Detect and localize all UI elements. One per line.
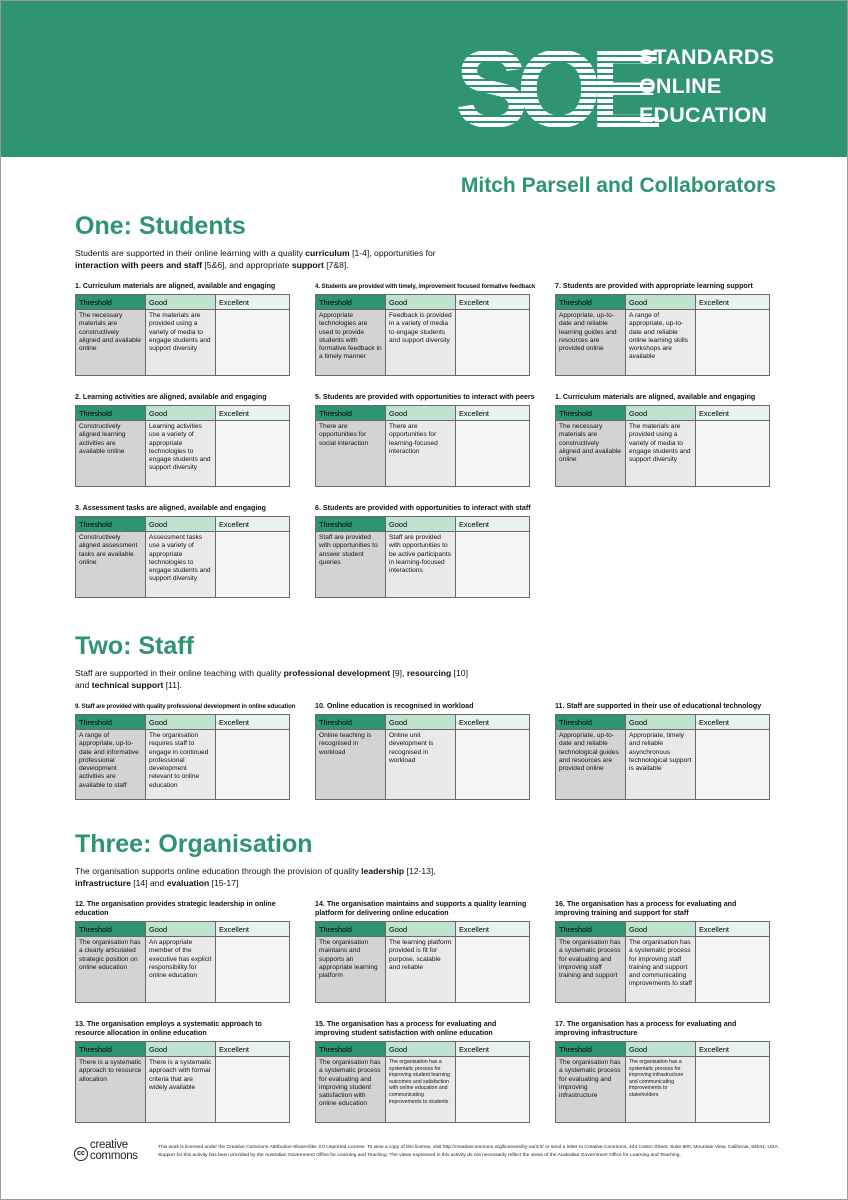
- rubric-card: [75, 900, 289, 1003]
- threshold-cell: The organisation has a clearly articulated strategic position on online education: [76, 937, 146, 1003]
- rubric-card: [555, 900, 769, 1003]
- good-header: Good: [386, 1042, 456, 1057]
- threshold-cell: Staff are provided with opportunities to answer student queries: [316, 532, 386, 598]
- good-cell: Learning activities use a variety of appropriate technologies to engage students and support diversity: [146, 421, 216, 487]
- rubric-table: [75, 714, 290, 800]
- rubric-card: [75, 702, 296, 800]
- rubric-card: [555, 1020, 769, 1123]
- good-cell: Online unit development is recognised in workload: [386, 730, 456, 800]
- good-cell: The learning platform provided is fit for purpose, scalable and reliable: [386, 937, 456, 1003]
- logo-wordmark: [639, 43, 774, 130]
- good-header: Good: [626, 922, 696, 937]
- threshold-header: Threshold: [556, 922, 626, 937]
- section-title-organisation: Three: Organisation: [75, 830, 313, 858]
- cc-icon: cc: [74, 1147, 88, 1161]
- threshold-cell: Constructively aligned assessment tasks are available online: [76, 532, 146, 598]
- rubric-title: 14. The organisation maintains and supports a quality learning platform for delivering online education: [315, 900, 527, 917]
- excellent-header: Excellent: [456, 406, 530, 421]
- excellent-header: Excellent: [456, 1042, 530, 1057]
- rubric-title: 2. Learning activities are aligned, available and engaging: [75, 393, 267, 401]
- license-text: [158, 1144, 778, 1160]
- cc-wordmark: creative commons: [90, 1139, 138, 1162]
- rubric-table: [315, 921, 530, 1003]
- excellent-cell: [456, 532, 530, 598]
- section-title-staff: Two: Staff: [75, 632, 194, 660]
- good-header: Good: [146, 517, 216, 532]
- threshold-cell: A range of appropriate, up-to-date and informative professional development activities are available to staff: [76, 730, 146, 800]
- rubric-table: [315, 714, 530, 800]
- excellent-header: Excellent: [216, 1042, 290, 1057]
- rubric-table: [75, 294, 290, 376]
- excellent-cell: [456, 1057, 530, 1123]
- rubric-card: [555, 282, 769, 376]
- good-cell: The organisation has a systematic process for improving staff training and support and communicating improvements to staff: [626, 937, 696, 1003]
- rubric-title: 9. Staff are provided with quality professional development in online education: [75, 703, 296, 710]
- threshold-cell: The organisation has a systematic process for evaluating and improving student satisfaction with online education: [316, 1057, 386, 1123]
- rubric-table: [555, 1041, 770, 1123]
- good-header: Good: [386, 715, 456, 730]
- threshold-header: Threshold: [76, 295, 146, 310]
- good-cell: Staff are provided with opportunities to be active participants in learning-focused interactions: [386, 532, 456, 598]
- threshold-cell: There are opportunities for social interaction: [316, 421, 386, 487]
- good-header: Good: [626, 715, 696, 730]
- footer: [74, 1139, 779, 1170]
- good-cell: The materials are provided using a variety of media to engage students and support diversity: [146, 310, 216, 376]
- excellent-cell: [696, 937, 770, 1003]
- support-line: Support for this activity has been provided by the Australian Government Office for Learning and Teaching. The views expressed in this activity do not necessarily reflect the views of the Australian Government Office for Learning and Teaching.: [158, 1153, 681, 1158]
- excellent-header: Excellent: [456, 715, 530, 730]
- threshold-cell: The necessary materials are constructively aligned and available online: [556, 421, 626, 487]
- rubric-title: 17. The organisation has a process for evaluating and improving infrastructure: [555, 1020, 737, 1037]
- good-cell: There are opportunities for learning-focused interaction: [386, 421, 456, 487]
- excellent-header: Excellent: [456, 517, 530, 532]
- excellent-header: Excellent: [456, 922, 530, 937]
- threshold-cell: Constructively aligned learning activities are available online: [76, 421, 146, 487]
- excellent-cell: [696, 310, 770, 376]
- good-header: Good: [146, 295, 216, 310]
- good-header: Good: [386, 517, 456, 532]
- rubric-table: [315, 294, 530, 376]
- rubric-card: [75, 393, 289, 487]
- excellent-cell: [696, 1057, 770, 1123]
- excellent-cell: [216, 532, 290, 598]
- excellent-cell: [456, 730, 530, 800]
- excellent-cell: [216, 310, 290, 376]
- rubric-card: [315, 1020, 529, 1123]
- rubric-card: [555, 702, 769, 800]
- threshold-header: Threshold: [556, 406, 626, 421]
- excellent-header: Excellent: [216, 406, 290, 421]
- excellent-header: Excellent: [216, 295, 290, 310]
- rubric-title: 12. The organisation provides strategic leadership in online education: [75, 900, 276, 917]
- excellent-cell: [456, 310, 530, 376]
- threshold-cell: The organisation has a systematic process for evaluating and improving staff training and support: [556, 937, 626, 1003]
- good-header: Good: [626, 406, 696, 421]
- excellent-cell: [216, 730, 290, 800]
- excellent-header: Excellent: [696, 715, 770, 730]
- excellent-cell: [216, 937, 290, 1003]
- threshold-header: Threshold: [316, 922, 386, 937]
- threshold-cell: The necessary materials are constructively aligned and available online: [76, 310, 146, 376]
- threshold-header: Threshold: [76, 715, 146, 730]
- license-line: This work is licensed under the Creative Commons Attribution-ShareAlike 3.0 Unported License. To view a copy of this license, visit http://creativecommons.org/licenses/by-sa/3.0/ or send a letter to Creative Commons, 444 Castro Street, Suite 900, Mountain View, California, 94041, USA.: [158, 1145, 779, 1150]
- good-cell: There is a systematic approach with formal criteria that are widely available: [146, 1057, 216, 1123]
- rubric-table: [75, 405, 290, 487]
- excellent-cell: [696, 730, 770, 800]
- rubric-title: 6. Students are provided with opportunities to interact with staff: [315, 504, 531, 512]
- threshold-cell: The organisation maintains and supports an appropriate learning platform: [316, 937, 386, 1003]
- excellent-cell: [456, 421, 530, 487]
- excellent-header: Excellent: [216, 922, 290, 937]
- rubric-table: [555, 714, 770, 800]
- excellent-header: Excellent: [696, 922, 770, 937]
- excellent-cell: [216, 1057, 290, 1123]
- excellent-header: Excellent: [696, 1042, 770, 1057]
- rubric-table: [75, 516, 290, 598]
- good-header: Good: [146, 922, 216, 937]
- section-intro-students: Students are supported in their online learning with a quality curriculum [1-4], opportunities for interaction with peers and staff [5&6], and appropriate support [7&8].: [75, 248, 436, 270]
- svg-text:SOE: SOE: [455, 28, 652, 151]
- threshold-header: Threshold: [316, 406, 386, 421]
- threshold-header: Threshold: [556, 1042, 626, 1057]
- rubric-card: [75, 1020, 289, 1123]
- creative-commons-logo: [74, 1140, 154, 1164]
- rubric-title: 3. Assessment tasks are aligned, available and engaging: [75, 504, 266, 512]
- rubric-table: [555, 405, 770, 487]
- logo-line-standards: STANDARDS: [639, 45, 775, 69]
- section-title-students: One: Students: [75, 212, 246, 240]
- rubric-table: [75, 921, 290, 1003]
- threshold-header: Threshold: [76, 406, 146, 421]
- rubric-card: [315, 282, 536, 376]
- threshold-header: Threshold: [76, 922, 146, 937]
- rubric-table: [75, 1041, 290, 1123]
- logo-line-online: ONLINE: [639, 74, 722, 98]
- good-cell: The materials are provided using a variety of media to engage students and support diversity: [626, 421, 696, 487]
- good-header: Good: [146, 715, 216, 730]
- rubric-card: [555, 393, 769, 487]
- good-header: Good: [146, 406, 216, 421]
- threshold-cell: Appropriate, up-to-date and reliable technological guides and resources are provided online: [556, 730, 626, 800]
- soe-logo: [455, 28, 652, 151]
- threshold-header: Threshold: [556, 715, 626, 730]
- rubric-title: 10. Online education is recognised in workload: [315, 702, 474, 710]
- rubric-table: [315, 405, 530, 487]
- threshold-header: Threshold: [76, 1042, 146, 1057]
- threshold-cell: The organisation has a systematic process for evaluating and improving infrastructure: [556, 1057, 626, 1123]
- rubric-table: [315, 1041, 530, 1123]
- rubric-card: [315, 702, 529, 800]
- excellent-cell: [216, 421, 290, 487]
- rubric-table: [555, 294, 770, 376]
- threshold-header: Threshold: [556, 295, 626, 310]
- header-banner: [1, 1, 847, 157]
- section-intro-organisation: The organisation supports online education through the provision of quality leadership [12-13], infrastructure [14] and evaluation [15-17]: [75, 866, 436, 888]
- good-cell: A range of appropriate, up-to-date and reliable online learning skills workshops are available: [626, 310, 696, 376]
- excellent-header: Excellent: [696, 406, 770, 421]
- rubric-title: 5. Students are provided with opportunities to interact with peers: [315, 393, 535, 401]
- good-cell: The organisation has a systematic process for improving student learning outcomes and satisfaction with online education and communicating improvements to students: [386, 1057, 456, 1123]
- rubric-title: 4. Students are provided with timely, improvement focused formative feedback: [315, 283, 536, 290]
- section-intro-staff: Staff are supported in their online teaching with quality professional development [9], resourcing [10] and technical support [11].: [75, 668, 468, 690]
- excellent-cell: [696, 421, 770, 487]
- good-header: Good: [146, 1042, 216, 1057]
- excellent-cell: [456, 937, 530, 1003]
- rubric-title: 16. The organisation has a process for evaluating and improving training and support for staff: [555, 900, 737, 917]
- excellent-header: Excellent: [456, 295, 530, 310]
- threshold-header: Threshold: [316, 1042, 386, 1057]
- rubric-table: [555, 921, 770, 1003]
- good-cell: An appropriate member of the executive has explicit responsibility for online education: [146, 937, 216, 1003]
- rubric-card: [315, 393, 535, 487]
- good-header: Good: [626, 1042, 696, 1057]
- threshold-header: Threshold: [316, 295, 386, 310]
- threshold-cell: Online teaching is recognised in workload: [316, 730, 386, 800]
- rubric-title: 15. The organisation has a process for evaluating and improving student satisfaction with online education: [315, 1020, 497, 1037]
- rubric-table: [315, 516, 530, 598]
- threshold-cell: There is a systematic approach to resource allocation: [76, 1057, 146, 1123]
- rubric-card: [75, 282, 289, 376]
- good-header: Good: [386, 406, 456, 421]
- threshold-cell: Appropriate, up-to-date and reliable learning guides and resources are provided online: [556, 310, 626, 376]
- rubric-title: 7. Students are provided with appropriate learning support: [555, 282, 753, 290]
- threshold-header: Threshold: [76, 517, 146, 532]
- rubric-title: 1. Curriculum materials are aligned, available and engaging: [75, 282, 276, 290]
- good-cell: The organisation has a systematic process for improving infrastructure and communicating improvements to stakeholders: [626, 1057, 696, 1123]
- author-line: Mitch Parsell and Collaborators: [460, 174, 776, 197]
- rubric-title: 13. The organisation employs a systematic approach to resource allocation in online education: [75, 1020, 262, 1037]
- rubric-card: [75, 504, 289, 598]
- threshold-header: Threshold: [316, 715, 386, 730]
- rubric-card: [315, 900, 529, 1003]
- excellent-header: Excellent: [216, 715, 290, 730]
- rubric-title: 11. Staff are supported in their use of educational technology: [555, 702, 762, 710]
- threshold-header: Threshold: [316, 517, 386, 532]
- rubric-card: [315, 504, 529, 598]
- good-header: Good: [386, 922, 456, 937]
- rubric-title: 1. Curriculum materials are aligned, available and engaging: [555, 393, 756, 401]
- excellent-header: Excellent: [216, 517, 290, 532]
- good-cell: The organisation requires staff to engage in continued professional development relevant to online education: [146, 730, 216, 800]
- logo-line-education: EDUCATION: [639, 103, 768, 127]
- excellent-header: Excellent: [696, 295, 770, 310]
- good-cell: Appropriate, timely and reliable asynchronous technological support is available: [626, 730, 696, 800]
- good-header: Good: [626, 295, 696, 310]
- good-header: Good: [386, 295, 456, 310]
- good-cell: Feedback is provided in a variety of media to engage students and support diversity: [386, 310, 456, 376]
- good-cell: Assessment tasks use a variety of appropriate technologies to engage students and support diversity: [146, 532, 216, 598]
- threshold-cell: Appropriate technologies are used to provide students with formative feedback in a timely manner: [316, 310, 386, 376]
